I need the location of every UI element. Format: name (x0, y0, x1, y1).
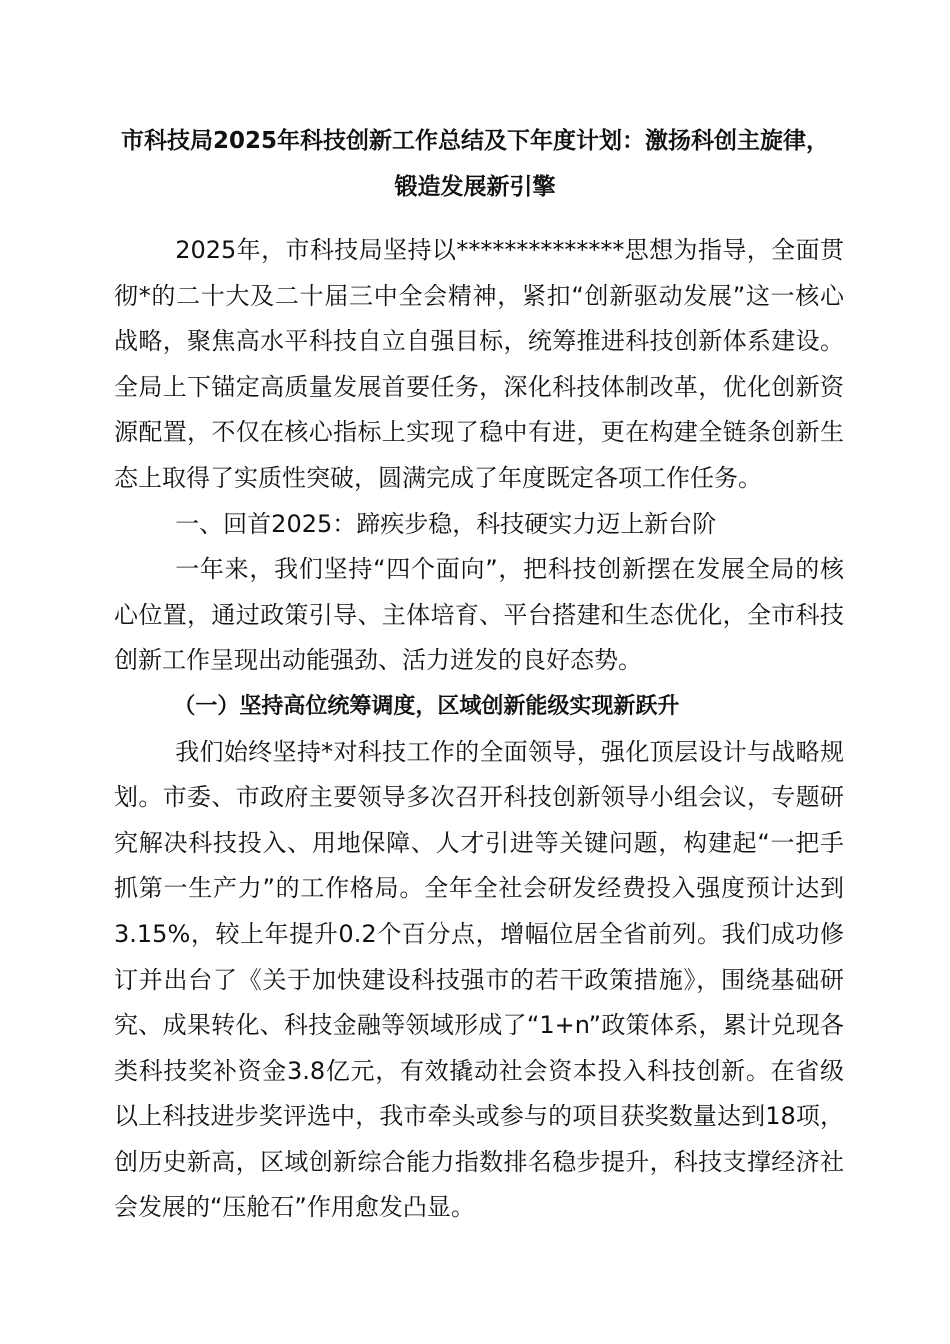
section-heading: 一、回首2025：蹄疾步稳，科技硬实力迈上新台阶 (175, 509, 717, 538)
document-title: 市科技局2025年科技创新工作总结及下年度计划：激扬科创主旋律，锻造发展新引擎 (120, 128, 829, 200)
intro-paragraph: 2025年，市科技局坚持以**************思想为指导，全面贯彻*的二十大及二十届三中全会精神，紧扣“创新驱动发展”这一核心战略，聚焦高水平科技自立自强目标，统筹推进科技创新体系建设。全局上下锚定高质量发展首要任务，深化科技体制改革，优化创新资源配置，不仅在核心指标上实现了稳中有进，更在构建全链条创新生态上取得了实质性突破，圆满完成了年度既定各项工作任务。 (114, 236, 844, 492)
section-intro-paragraph: 一年来，我们坚持“四个面向”，把科技创新摆在发展全局的核心位置，通过政策引导、主体培育、平台搭建和生态优化，全市科技创新工作呈现出动能强劲、活力迸发的良好态势。 (114, 555, 844, 675)
document-body (114, 228, 844, 1231)
subsection-heading: （一）坚持高位统筹调度，区域创新能级实现新跃升 (173, 693, 680, 719)
subsection-paragraph: 我们始终坚持*对科技工作的全面领导，强化顶层设计与战略规划。市委、市政府主要领导多次召开科技创新领导小组会议，专题研究解决科技投入、用地保障、人才引进等关键问题，构建起“一把手抓第一生产力”的工作格局。全年全社会研发经费投入强度预计达到3.15%，较上年提升0.2个百分点，增幅位居全省前列。我们成功修订并出台了《关于加快建设科技强市的若干政策措施》，围绕基础研究、成果转化、科技金融等领域形成了“1+n”政策体系，累计兑现各类科技奖补资金3.8亿元，有效撬动社会资本投入科技创新。在省级以上科技进步奖评选中，我市牵头或参与的项目获奖数量达到18项，创历史新高，区域创新综合能力指数排名稳步提升，科技支撑经济社会发展的“压舱石”作用愈发凸显。 (114, 737, 844, 1222)
